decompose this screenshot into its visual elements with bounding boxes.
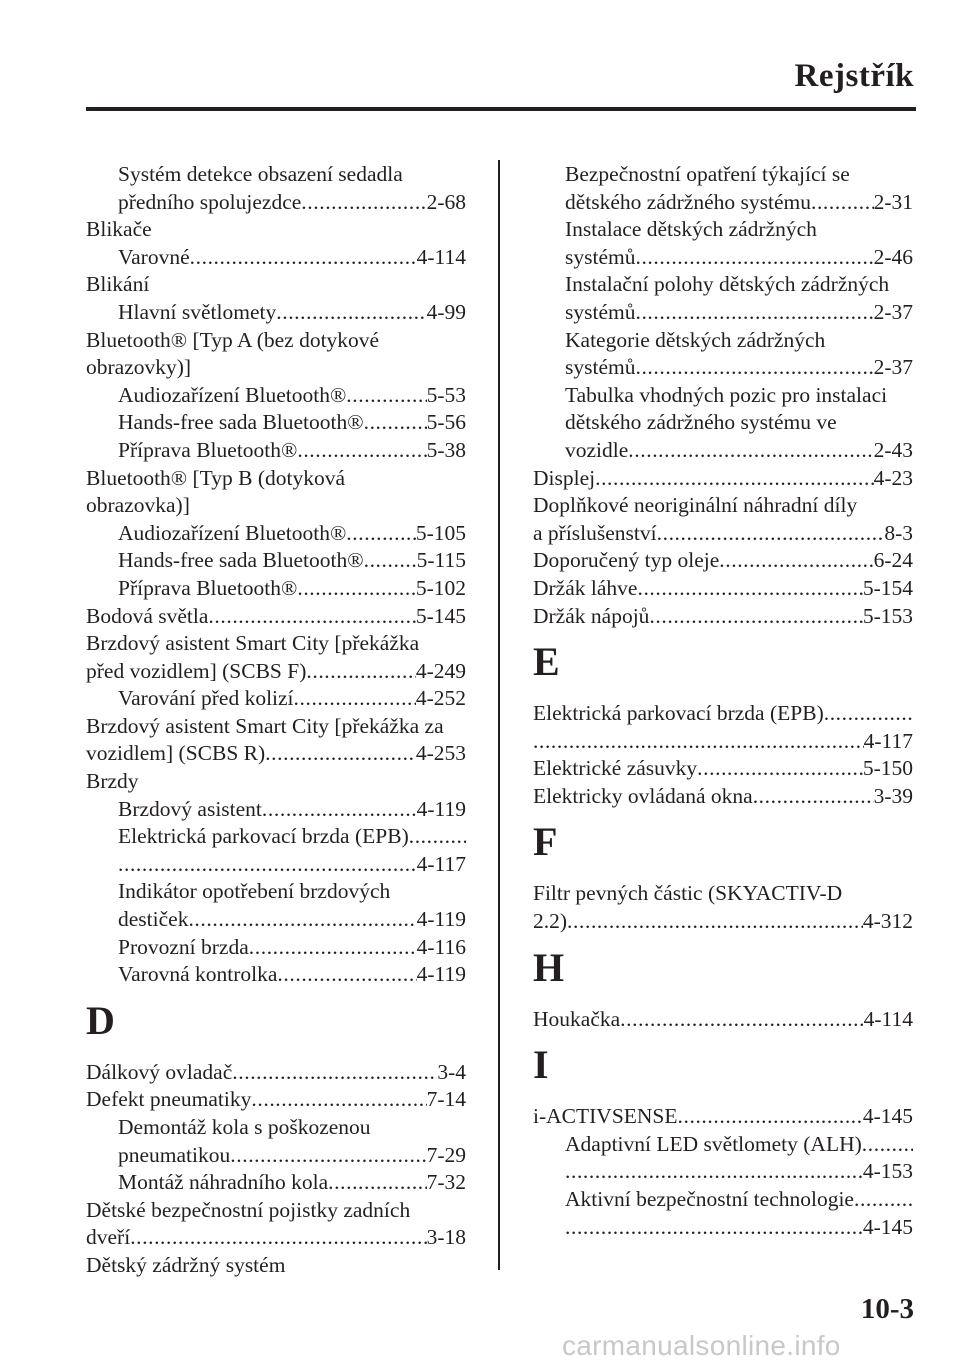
index-entry	[86, 216, 466, 244]
entry-text: Provozní brzda	[118, 934, 249, 959]
page-reference: 2-68	[426, 189, 466, 214]
index-entry	[533, 908, 913, 936]
dot-leader	[635, 244, 873, 272]
index-subentry	[86, 1169, 466, 1197]
entry-text: Dětský zádržný systém	[86, 1252, 286, 1277]
index-subentry	[86, 961, 466, 989]
index-subentry	[533, 409, 913, 437]
index-subentry	[533, 189, 913, 217]
entry-text: Kategorie dětských zádržných	[565, 327, 826, 352]
index-entry	[533, 520, 913, 548]
entry-text: Elektrické zásuvky	[533, 756, 698, 781]
dot-leader	[294, 685, 416, 713]
entry-text: Hands-free sada Bluetooth®	[118, 410, 364, 435]
dot-leader	[301, 189, 426, 217]
index-subentry	[86, 851, 466, 879]
entry-text: Displej	[533, 465, 596, 490]
index-entry	[533, 465, 913, 493]
entry-text: 2.2)	[533, 909, 568, 934]
dot-leader	[364, 547, 417, 575]
page-reference: 2-31	[873, 189, 913, 214]
entry-text: Defekt pneumatiky	[86, 1087, 252, 1112]
index-subentry	[533, 1214, 913, 1242]
page-reference: 4-99	[426, 299, 466, 324]
page-reference: 4-116	[416, 934, 466, 959]
index-entry	[86, 271, 466, 299]
index-entry	[533, 1006, 913, 1034]
entry-text: Systém detekce obsazení sedadla	[118, 162, 403, 186]
page-reference: 4-145	[862, 1104, 913, 1129]
index-subentry	[86, 189, 466, 217]
page-reference: 4-249	[415, 658, 466, 683]
page-reference: 3-4	[437, 1059, 466, 1084]
index-subentry	[533, 244, 913, 272]
entry-text: Aktivní bezpečnostní technologie	[565, 1187, 854, 1212]
entry-text: i-ACTIVSENSE	[533, 1104, 678, 1129]
dot-leader	[620, 1006, 863, 1034]
dot-leader	[595, 465, 873, 493]
section-letter: H	[533, 944, 565, 990]
entry-text: Brzdy	[86, 769, 139, 794]
page-reference: 3-18	[426, 1225, 466, 1250]
page-reference: 5-150	[862, 756, 913, 781]
dot-leader	[753, 783, 874, 811]
page-reference: 4-117	[863, 728, 913, 753]
entry-text: Bluetooth® [Typ A (bez dotykové	[86, 327, 380, 352]
index-entry	[86, 465, 466, 493]
page-reference: 5-105	[415, 520, 466, 545]
index-entry	[533, 783, 913, 811]
page-reference: 4-145	[862, 1214, 913, 1239]
index-subentry	[86, 685, 466, 713]
entry-text: Držák nápojů	[533, 603, 650, 628]
index-subentry	[86, 161, 466, 189]
index-subentry	[533, 299, 913, 327]
index-subentry	[533, 271, 913, 299]
entry-text: Dětské bezpečnostní pojistky zadních	[86, 1197, 411, 1222]
entry-text: Varování před kolizí	[118, 686, 294, 711]
entry-text: Příprava Bluetooth®	[118, 437, 298, 462]
index-entry	[86, 1224, 466, 1252]
index-subentry	[86, 823, 466, 851]
entry-text: Filtr pevných částic (SKYACTIV-D	[533, 881, 843, 906]
index-entry	[533, 1103, 913, 1131]
index-entry	[86, 713, 466, 741]
index-subentry	[86, 520, 466, 548]
entry-text: Elektrická parkovací brzda (EPB)	[533, 701, 824, 726]
index-column-right	[533, 161, 913, 1241]
dot-leader	[628, 437, 873, 465]
index-entry	[533, 755, 913, 783]
entry-text: systémů	[565, 355, 636, 380]
entry-text: Instalační polohy dětských zádržných	[565, 272, 890, 297]
dot-leader	[232, 1059, 437, 1087]
page-reference: 2-46	[873, 244, 913, 269]
entry-text: před vozidlem] (SCBS F)	[86, 658, 307, 683]
entry-text: systémů	[565, 299, 636, 324]
index-entry	[533, 547, 913, 575]
page-reference: 3-39	[873, 783, 913, 808]
dot-leader	[854, 1186, 913, 1214]
index-subentry	[86, 437, 466, 465]
index-subentry	[86, 547, 466, 575]
index-entry	[533, 700, 913, 728]
entry-text: Elektrická parkovací brzda (EPB)	[118, 824, 409, 849]
dot-leader	[567, 908, 863, 936]
index-subentry	[86, 409, 466, 437]
entry-text: Doplňkové neoriginální náhradní díly	[533, 493, 858, 518]
index-column-left	[86, 161, 466, 1280]
page-reference: 4-114	[416, 244, 466, 269]
entry-text: Dálkový ovladač	[86, 1059, 233, 1084]
dot-leader	[276, 299, 426, 327]
dot-leader	[297, 437, 426, 465]
index-subentry	[533, 1186, 913, 1214]
index-subentry	[533, 382, 913, 410]
page-reference: 6-24	[873, 548, 913, 573]
index-entry	[86, 658, 466, 686]
entry-text: Varovná kontrolka	[118, 962, 278, 987]
index-entry	[86, 1059, 466, 1087]
index-entry	[86, 603, 466, 631]
entry-text: Příprava Bluetooth®	[118, 575, 298, 600]
index-subentry	[533, 216, 913, 244]
index-subentry	[86, 1142, 466, 1170]
dot-leader	[697, 755, 863, 783]
section-letter: I	[533, 1042, 549, 1088]
index-entry	[86, 327, 466, 355]
index-entry	[533, 603, 913, 631]
entry-text: Varovné	[118, 244, 190, 269]
dot-leader	[190, 244, 417, 272]
page-reference: 4-119	[416, 962, 466, 987]
page-reference: 4-119	[416, 907, 466, 932]
dot-leader	[262, 796, 417, 824]
page-reference: 8-3	[884, 520, 913, 545]
dot-leader	[635, 299, 873, 327]
index-subentry	[86, 796, 466, 824]
page-reference: 7-14	[426, 1087, 466, 1112]
page-reference: 4-252	[415, 686, 466, 711]
page-number: 10-3	[860, 1293, 914, 1325]
dot-leader	[824, 700, 913, 728]
entry-text: Bodová světla	[86, 603, 209, 628]
page-reference: 4-253	[415, 741, 466, 766]
entry-text: Indikátor opotřebení brzdových	[118, 879, 391, 904]
dot-leader	[678, 1103, 863, 1131]
column-divider	[498, 160, 500, 1270]
dot-leader	[277, 961, 416, 989]
entry-text: Blikání	[86, 272, 150, 297]
entry-text: Brzdový asistent	[118, 796, 262, 821]
dot-leader	[811, 189, 874, 217]
entry-text: dveří	[86, 1225, 131, 1250]
entry-text: a příslušenství	[533, 520, 657, 545]
index-subentry	[86, 575, 466, 603]
entry-text: Držák láhve	[533, 575, 638, 600]
entry-text: Instalace dětských zádržných	[565, 217, 817, 242]
dot-leader	[635, 354, 873, 382]
index-subentry	[86, 1114, 466, 1142]
dot-leader	[130, 1224, 426, 1252]
index-entry	[86, 1252, 466, 1280]
index-entry	[86, 492, 466, 520]
page-title: Rejstřík	[794, 58, 914, 94]
index-entry	[533, 880, 913, 908]
entry-text: Audiozařízení Bluetooth®	[118, 382, 347, 407]
page-reference: 5-56	[426, 410, 466, 435]
page-reference: 5-38	[426, 437, 466, 462]
dot-leader	[637, 575, 862, 603]
page-reference: 2-43	[873, 437, 913, 462]
page-reference: 5-53	[426, 382, 466, 407]
page-reference: 5-102	[415, 575, 466, 600]
entry-text: Montáž náhradního kola	[118, 1170, 329, 1195]
index-subentry	[86, 244, 466, 272]
page-reference: 4-153	[862, 1159, 913, 1184]
page-reference: 4-312	[862, 909, 913, 934]
page-reference: 7-32	[426, 1170, 466, 1195]
index-entry	[533, 492, 913, 520]
dot-leader	[346, 520, 416, 548]
entry-text: dětského zádržného systému ve	[565, 410, 837, 435]
page-reference: 4-119	[416, 796, 466, 821]
dot-leader	[409, 823, 466, 851]
page-reference: 5-145	[415, 603, 466, 628]
dot-leader	[657, 520, 885, 548]
entry-text: Bluetooth® [Typ B (dotyková	[86, 465, 346, 490]
dot-leader	[297, 575, 415, 603]
index-subentry	[86, 878, 466, 906]
page-reference: 2-37	[873, 355, 913, 380]
entry-text: vozidlem] (SCBS R)	[86, 741, 266, 766]
page-reference: 4-23	[873, 465, 913, 490]
index-subentry	[86, 906, 466, 934]
dot-leader	[346, 382, 426, 410]
watermark-text: carmanualsonline.info	[562, 1330, 841, 1361]
entry-text: destiček	[118, 907, 189, 932]
entry-text: Demontáž kola s poškozenou	[118, 1115, 371, 1139]
dot-leader	[188, 906, 416, 934]
entry-text: Audiozařízení Bluetooth®	[118, 520, 347, 545]
dot-leader	[328, 1169, 426, 1197]
page-reference: 5-153	[862, 603, 913, 628]
dot-leader	[565, 1158, 863, 1186]
dot-leader	[118, 851, 417, 879]
dot-leader	[533, 728, 864, 756]
index-entry	[86, 768, 466, 796]
dot-leader	[265, 740, 416, 768]
entry-text: obrazovka)]	[86, 493, 190, 518]
entry-text: Brzdový asistent Smart City [překážka	[86, 631, 420, 656]
index-subentry	[533, 437, 913, 465]
entry-text: Hlavní světlomety	[118, 299, 277, 324]
entry-text: Brzdový asistent Smart City [překážka za	[86, 713, 444, 738]
index-subentry	[533, 327, 913, 355]
index-subentry	[533, 1131, 913, 1159]
page-reference: 4-117	[416, 851, 466, 876]
dot-leader	[251, 1086, 426, 1114]
index-entry	[86, 740, 466, 768]
dot-leader	[208, 603, 415, 631]
dot-leader	[249, 934, 417, 962]
dot-leader	[719, 547, 873, 575]
page-reference: 7-29	[426, 1142, 466, 1167]
entry-text: Doporučený typ oleje	[533, 548, 720, 573]
index-subentry	[86, 934, 466, 962]
entry-text: Adaptivní LED světlomety (ALH)	[565, 1131, 862, 1156]
section-letter: F	[533, 819, 558, 865]
page-reference: 2-37	[873, 299, 913, 324]
index-entry	[86, 354, 466, 382]
entry-text: vozidle	[565, 437, 629, 462]
entry-text: Blikače	[86, 217, 152, 242]
index-entry	[86, 1197, 466, 1225]
entry-text: Hands-free sada Bluetooth®	[118, 548, 364, 573]
entry-text: pneumatikou	[118, 1142, 231, 1167]
dot-leader	[364, 409, 427, 437]
entry-text: dětského zádržného systému	[565, 189, 811, 214]
index-subentry	[533, 161, 913, 189]
dot-leader	[862, 1131, 913, 1159]
entry-text: předního spolujezdce	[118, 189, 302, 214]
index-subentry	[86, 299, 466, 327]
index-subentry	[533, 1158, 913, 1186]
entry-text: systémů	[565, 244, 636, 269]
page-reference: 5-115	[416, 548, 466, 573]
index-entry	[86, 1086, 466, 1114]
index-subentry	[533, 354, 913, 382]
entry-text: Elektricky ovládaná okna	[533, 783, 753, 808]
page-reference: 5-154	[862, 575, 913, 600]
section-letter: D	[86, 997, 115, 1043]
page-reference: 4-114	[863, 1006, 913, 1031]
dot-leader	[649, 603, 862, 631]
entry-text: Bezpečnostní opatření týkající se	[565, 162, 850, 186]
header-divider	[86, 107, 916, 111]
entry-text: Tabulka vhodných pozic pro instalaci	[565, 382, 888, 407]
entry-text: obrazovky)]	[86, 355, 192, 380]
index-entry	[533, 728, 913, 756]
index-entry	[533, 575, 913, 603]
index-entry	[86, 630, 466, 658]
section-letter: E	[533, 639, 560, 685]
dot-leader	[230, 1142, 426, 1170]
entry-text: Houkačka	[533, 1006, 621, 1031]
dot-leader	[565, 1214, 863, 1242]
index-subentry	[86, 382, 466, 410]
dot-leader	[306, 658, 415, 686]
